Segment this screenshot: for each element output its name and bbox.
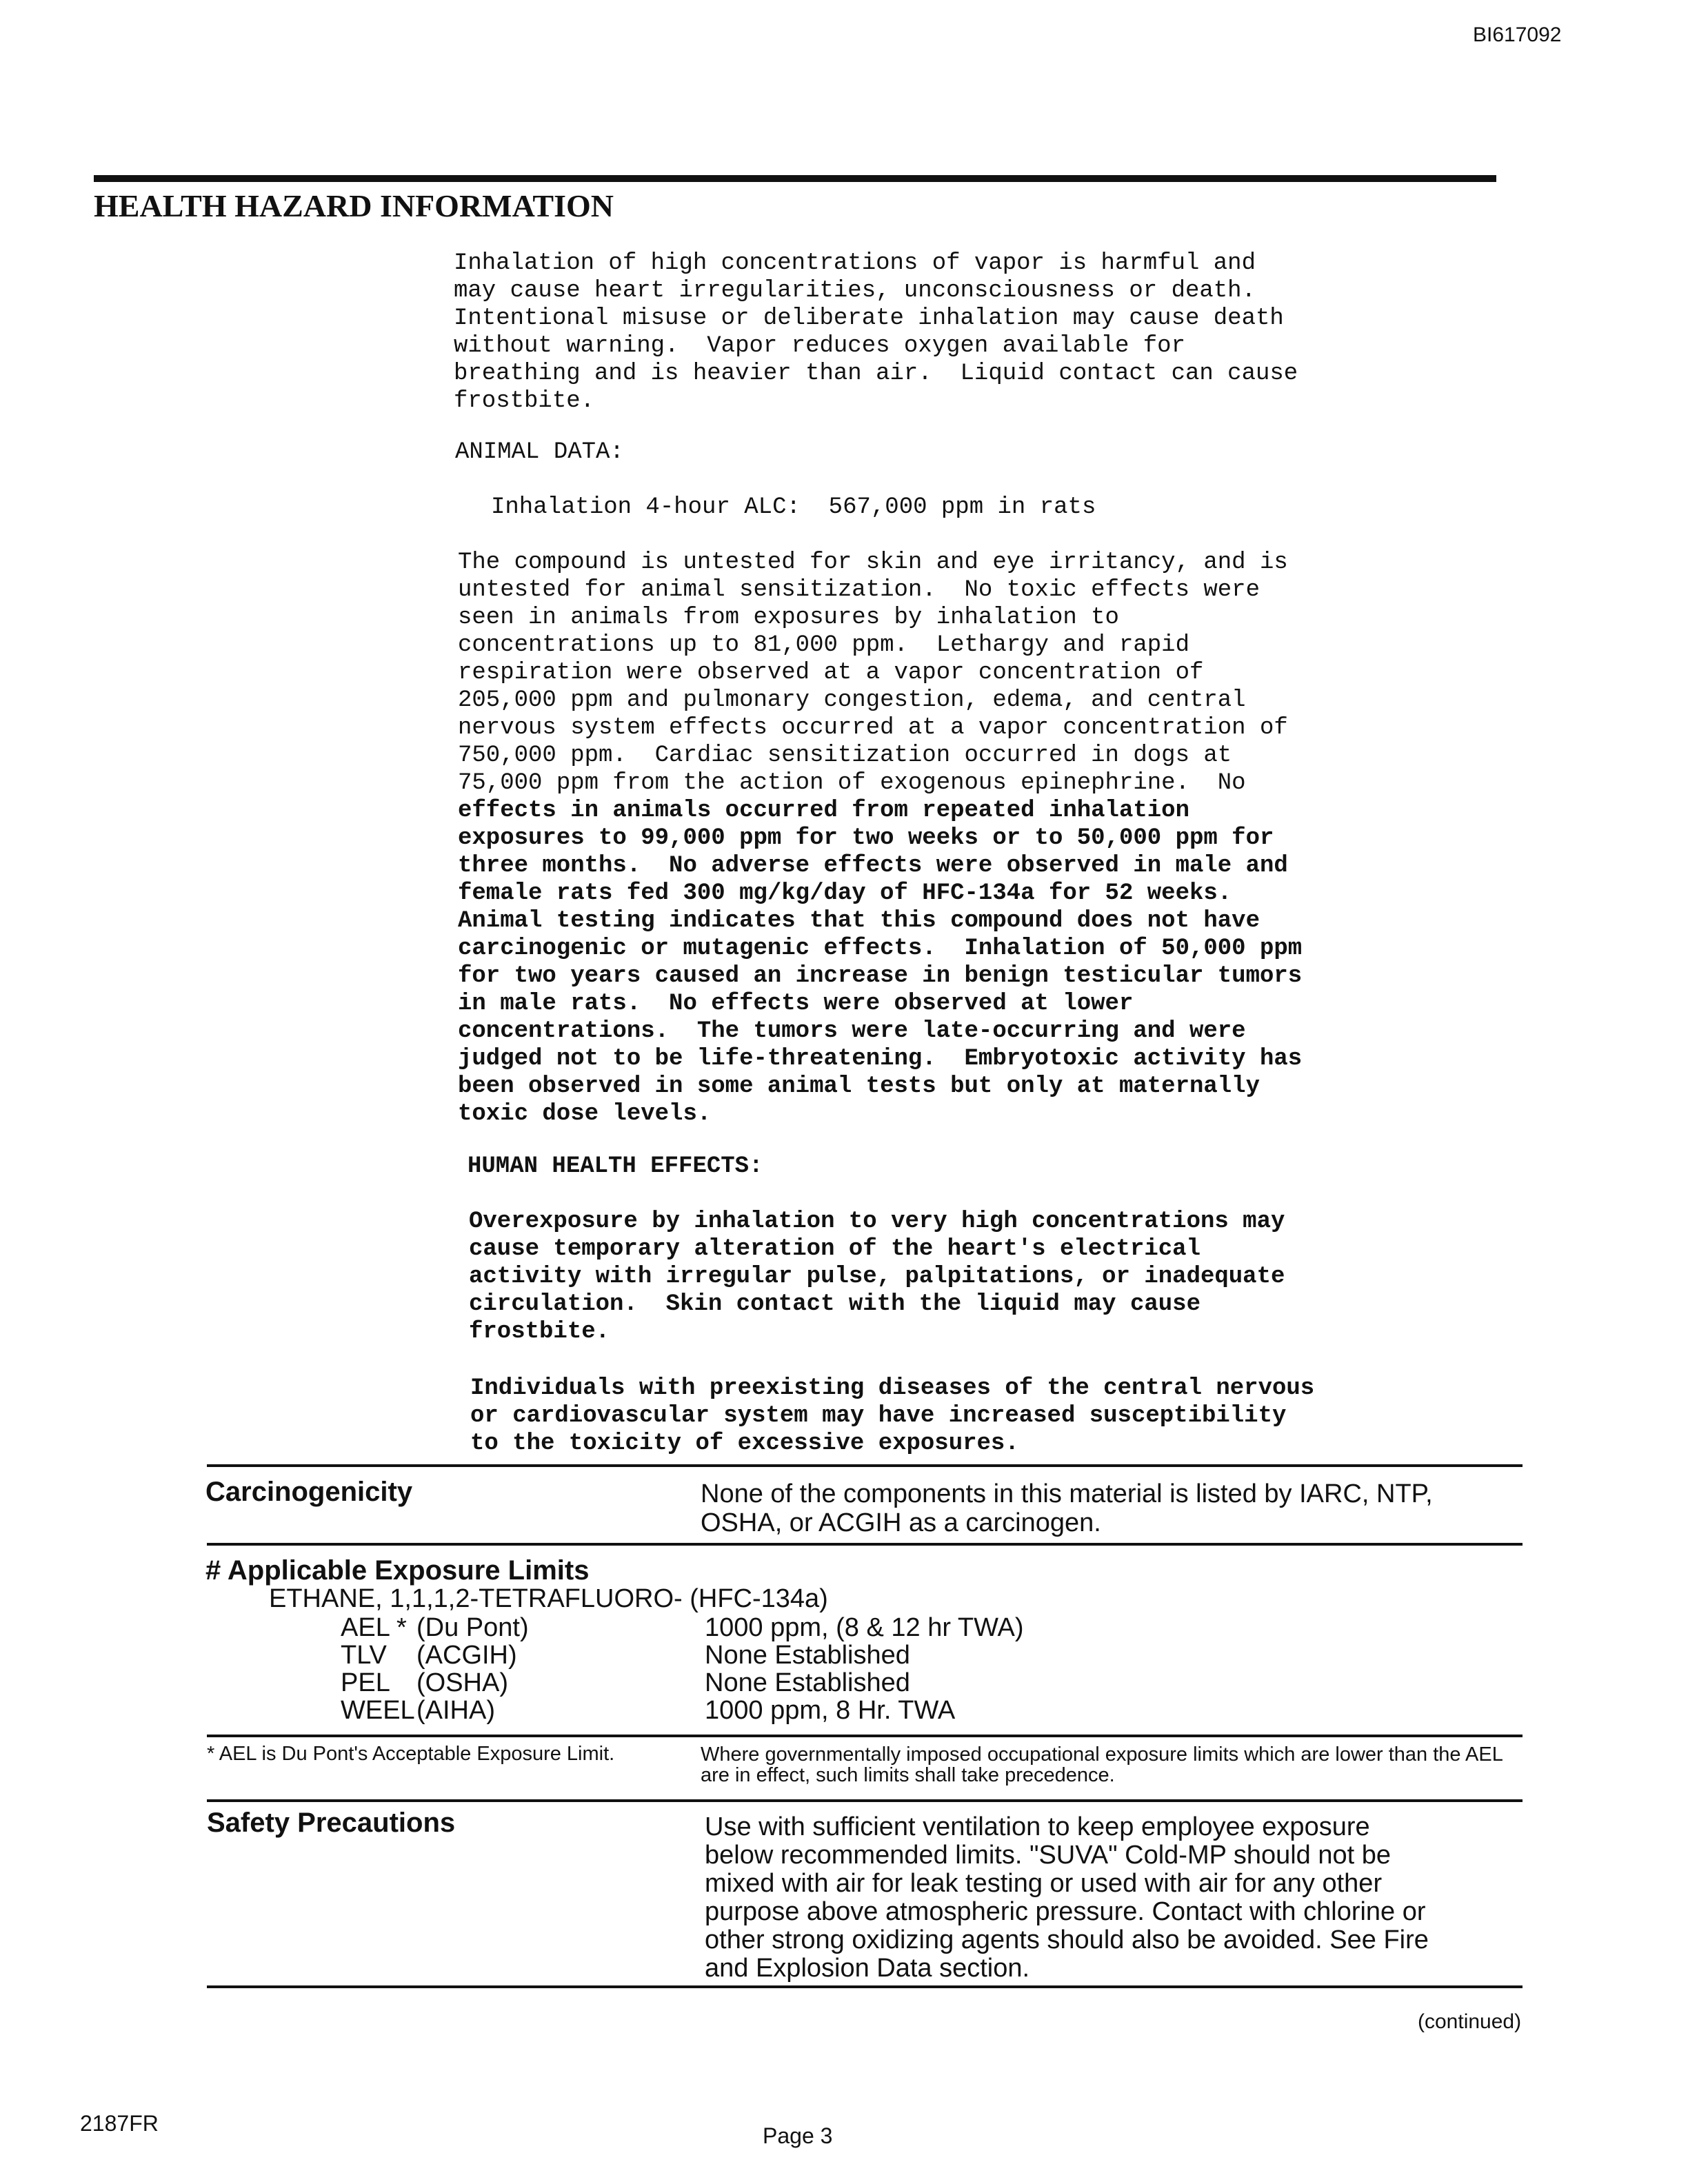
document-id: BI617092 bbox=[1473, 23, 1562, 46]
exposure-limit-row bbox=[341, 1696, 1403, 1725]
exposure-limits-substance: ETHANE, 1,1,1,2-TETRAFLUORO- (HFC-134a) bbox=[269, 1584, 828, 1613]
limit-organization: (Du Pont) bbox=[416, 1613, 529, 1642]
animal-data-text-b: effects in animals occurred from repeated inhalation exposures to 99,000 ppm for two weeks or to 50,000 ppm for three months. No adverse effects were observed in male and female rats fed 300 mg/kg/day of HFC-134a for 52 weeks. Animal testing indicates that this compound does not have carcinogenic or mutagenic effects. Inhalation of 50,000 ppm for two years caused an increase in benign testicular tumors in male rats. No effects were observed at lower concentrations. The tumors were late-occurring and were judged not to be life-threatening. Embryotoxic activity has been observed in some animal tests but only at maternally toxic dose levels. bbox=[458, 798, 1303, 1127]
limit-organization: (OSHA) bbox=[416, 1668, 508, 1697]
limit-value: 1000 ppm, 8 Hr. TWA bbox=[705, 1696, 956, 1725]
carcinogenicity-label: Carcinogenicity bbox=[205, 1477, 413, 1507]
safety-precautions-text: Use with sufficient ventilation to keep employee exposure below recommended limits. "SUVA" Cold-MP should not be mixed with air for leak testing or used with air for any other purpose above atmospheric pressure. Contact with chlorine or other strong oxidizing agents should also be avoided. See Fire and Explosion Data section. bbox=[705, 1812, 1429, 1983]
limit-organization: (AIHA) bbox=[416, 1696, 495, 1725]
section-title: HEALTH HAZARD INFORMATION bbox=[94, 188, 614, 223]
divider bbox=[207, 1735, 1523, 1737]
alc-line: Inhalation 4-hour ALC: 567,000 ppm in rats bbox=[491, 494, 1096, 520]
ael-footnote-label: * AEL is Du Pont's Acceptable Exposure Limit. bbox=[207, 1743, 615, 1765]
animal-data-text-a: The compound is untested for skin and eye irritancy, and is untested for animal sensitization. No toxic effects were seen in animals from exposures by inhalation to concentrations up to 81,000 ppm. Lethargy and rapid respiration were observed at a vapor concentration of 205,000 ppm and pulmonary congestion, edema, and central nervous system effects occurred at a vapor concentration of 750,000 ppm. Cardiac sensitization occurred in dogs at 75,000 ppm from the action of exogenous epinephrine. No bbox=[458, 549, 1288, 796]
divider bbox=[207, 1464, 1523, 1467]
divider bbox=[207, 1543, 1523, 1546]
exposure-limit-row bbox=[341, 1668, 1403, 1697]
divider bbox=[207, 1799, 1523, 1802]
limit-value: 1000 ppm, (8 & 12 hr TWA) bbox=[705, 1613, 1024, 1642]
safety-precautions-label: Safety Precautions bbox=[207, 1808, 456, 1838]
continued-note: (continued) bbox=[1418, 2010, 1522, 2033]
animal-data-heading: ANIMAL DATA: bbox=[455, 439, 624, 465]
form-code: 2187FR bbox=[80, 2111, 159, 2136]
page-number: Page 3 bbox=[763, 2123, 833, 2148]
human-health-paragraph: Overexposure by inhalation to very high concentrations may cause temporary alteration of the heart's electrical activity with irregular pulse, palpitations, or inadequate circulation. Skin contact with the liquid may cause frostbite. bbox=[469, 1209, 1285, 1345]
exposure-limits-heading: # Applicable Exposure Limits bbox=[205, 1555, 590, 1586]
exposure-limit-row bbox=[341, 1641, 1403, 1670]
divider bbox=[207, 1985, 1523, 1988]
limit-value: None Established bbox=[705, 1641, 910, 1670]
preexisting-conditions-paragraph: Individuals with preexisting diseases of the central nervous or cardiovascular system may have increased susceptibility to the toxicity of excessive exposures. bbox=[470, 1375, 1315, 1457]
limit-value: None Established bbox=[705, 1668, 910, 1697]
ael-footnote-text: Where governmentally imposed occupational exposure limits which are lower than the AEL are in effect, such limits shall take precedence. bbox=[701, 1743, 1503, 1786]
animal-data-paragraph bbox=[458, 549, 1302, 1128]
limit-organization: (ACGIH) bbox=[416, 1641, 517, 1670]
limit-code: PEL bbox=[341, 1668, 390, 1697]
carcinogenicity-text: None of the components in this material is listed by IARC, NTP, OSHA, or ACGIH as a carcinogen. bbox=[701, 1479, 1433, 1537]
intro-paragraph: Inhalation of high concentrations of vapor is harmful and may cause heart irregularities, unconsciousness or death. Intentional misuse or deliberate inhalation may cause death without warning. Vapor reduces oxygen available for breathing and is heavier than air. Liquid contact can cause frostbite. bbox=[454, 250, 1298, 414]
exposure-limit-row bbox=[341, 1613, 1403, 1642]
limit-code: AEL * bbox=[341, 1613, 407, 1642]
limit-code: TLV bbox=[341, 1641, 387, 1670]
limit-code: WEEL bbox=[341, 1696, 415, 1725]
human-health-heading: HUMAN HEALTH EFFECTS: bbox=[468, 1153, 763, 1180]
section-top-rule bbox=[94, 175, 1496, 182]
